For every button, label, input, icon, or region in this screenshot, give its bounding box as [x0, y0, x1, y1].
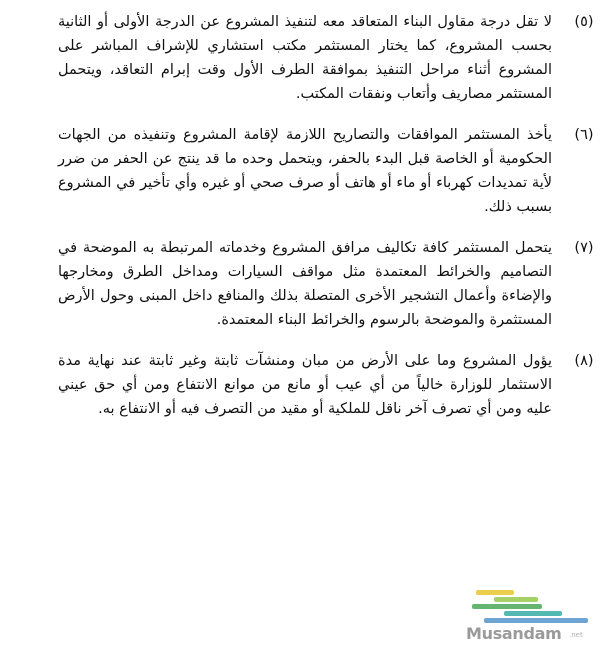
- clause-text: يأخذ المستثمر الموافقات والتصاريح اللازمة لإقامة المشروع وتنفيذه من الجهات الحكومية أو الخاصة قبل البدء بالحفر، ويتحمل وحده ما قد ينتج عن الحفر من ضرر لأية تمديدات كهرباء أو ماء أو هاتف أو صرف صحي أو غيره وأي تأخير في المشروع بسبب ذلك.: [58, 127, 552, 215]
- clause-8: [58, 349, 594, 421]
- clause-5: [58, 10, 594, 106]
- clause-number: (٦): [574, 127, 594, 143]
- musandam-watermark-logo: [466, 582, 598, 646]
- logo-name: Musandam: [466, 624, 562, 643]
- clause-number: (٧): [574, 240, 594, 256]
- clause-text: يؤول المشروع وما على الأرض من مبان ومنشآت ثابتة وغير ثابتة عند نهاية مدة الاستثمار للوزارة خالياً من أي عيب أو مانع من موانع الانتفاع ومن أي حق عيني عليه ومن أي تصرف آخر ناقل للملكية أو مقيد من التصرف فيه أو الانتفاع به.: [58, 353, 552, 417]
- clause-text: يتحمل المستثمر كافة تكاليف مرافق المشروع وخدماته المرتبطة به الموضحة في التصاميم والخرائط المعتمدة مثل مواقف السيارات ومداخل الطرق ومخارجها والإضاءة وأعمال التشجير الأخرى المتصلة بذلك والمنافع داخل المبنى وحول الأرض المستثمرة والموضحة بالرسوم والخرائط البناء المعتمدة.: [58, 240, 552, 328]
- clause-number: (٨): [574, 353, 594, 369]
- logo-stripes-icon: [466, 582, 598, 630]
- document-body: [58, 10, 594, 438]
- logo-suffix: .net: [569, 631, 583, 639]
- clause-6: [58, 123, 594, 219]
- clause-number: (٥): [574, 14, 594, 30]
- clause-7: [58, 236, 594, 332]
- clause-text: لا تقل درجة مقاول البناء المتعاقد معه لتنفيذ المشروع عن الدرجة الأولى أو الثانية بحسب المشروع، كما يختار المستثمر مكتب استشاري للإشراف المباشر على المشروع أثناء مراحل التنفيذ بموافقة الطرف الأول وقت إبرام التعاقد، ويتحمل المستثمر مصاريف وأتعاب ونفقات المكتب.: [58, 14, 552, 102]
